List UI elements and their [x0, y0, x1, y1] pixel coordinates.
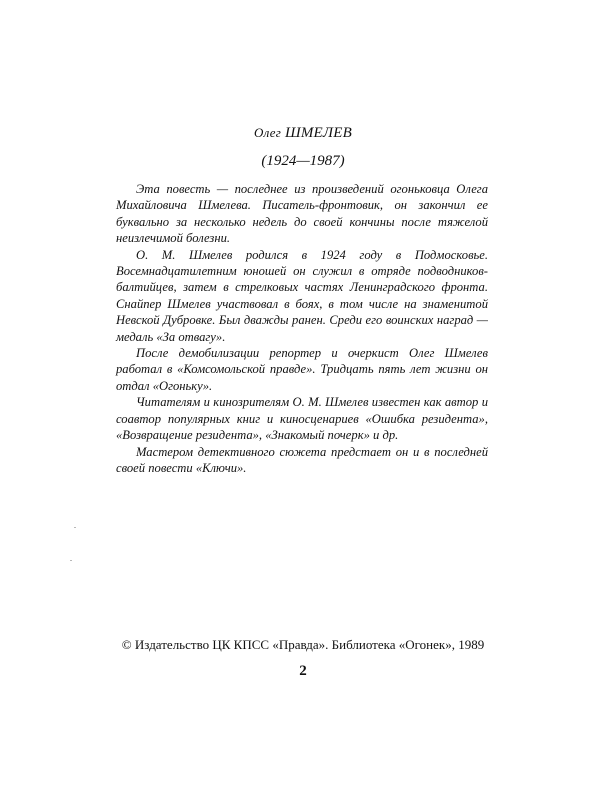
bio-paragraph: Эта повесть — последнее из произведений огоньковца Олега Михайловича Шмелева. Писатель-фронтовик, он закончил ее буквально за несколько недель до своей кончины после тяжелой неизлечимой болезни. — [116, 182, 488, 246]
author-years: (1924—1987) — [261, 153, 345, 169]
bio-paragraph: Мастером детективного сюжета предстает он и в последней своей повести «Ключи». — [116, 444, 488, 475]
author-surname: ШМЕЛЕВ — [284, 125, 352, 141]
author-given-name: Олег — [254, 125, 282, 140]
copyright-line: © Издательство ЦК КПСС «Правда». Библиотека «Огонек», 1989 — [121, 637, 485, 652]
bio-paragraph: Читателям и кинозрителям О. М. Шмелев известен как автор и соавтор популярных книг и киносценариев «Ошибка резидента», «Возвращение резидента», «Знакомый почерк» и др. — [116, 395, 488, 443]
author-biography — [116, 181, 488, 476]
bio-paragraph: О. М. Шмелев родился в 1924 году в Подмосковье. Восемнадцатилетним юношей он служил в отряде подводников-балтийцев, затем в стрелковых частях Ленинградского фронта. Снайпер Шмелев участвовал в боях, в том числе на знаменитой Невской Дубровке. Был дважды ранен. Среди его воинских наград — медаль «За отвагу». — [116, 247, 488, 344]
author-name — [0, 125, 606, 142]
scan-speck — [70, 560, 72, 561]
page-number: 2 — [299, 663, 307, 679]
scan-speck — [74, 527, 76, 528]
bio-paragraph: После демобилизации репортер и очеркист Олег Шмелев работал в «Комсомольской правде». Тридцать пять лет жизни он отдал «Огоньку». — [116, 346, 488, 393]
